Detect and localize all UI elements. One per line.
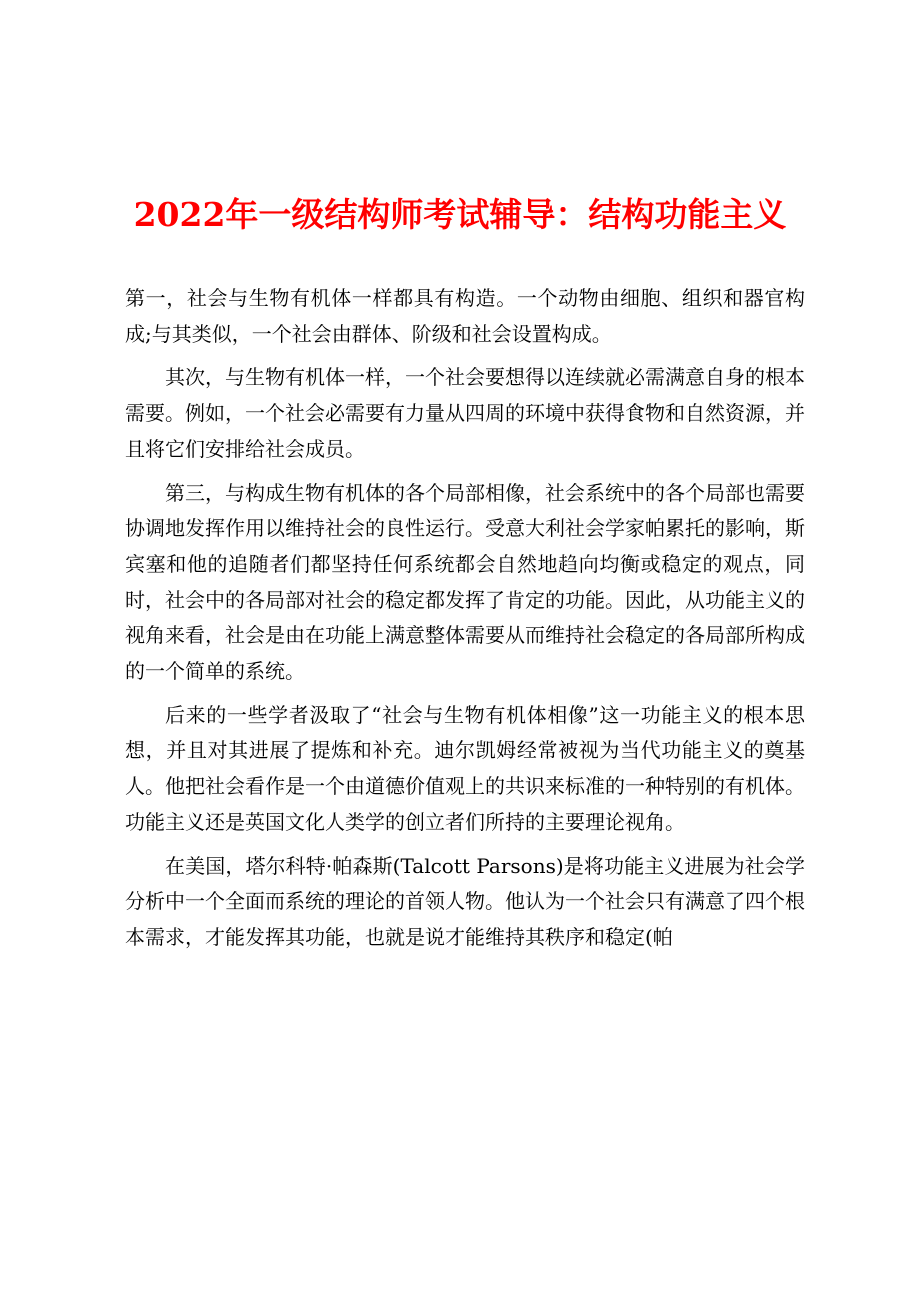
paragraph-2: 其次，与生物有机体一样，一个社会要想得以连续就必需满意自身的根本需要。例如，一个社会必需要有力量从四周的环境中获得食物和自然资源，并且将它们安排给社会成员。	[125, 365, 805, 461]
document-title: 2022年一级结构师考试辅导：结构功能主义	[133, 195, 787, 234]
paragraph-3: 第三，与构成生物有机体的各个局部相像，社会系统中的各个局部也需要协调地发挥作用以维持社会的良性运行。受意大利社会学家帕累托的影响，斯宾塞和他的追随者们都坚持任何系统都会自然地趋向均衡或稳定的观点，同时，社会中的各局部对社会的稳定都发挥了肯定的功能。因此，从功能主义的视角来看，社会是由在功能上满意整体需要从而维持社会稳定的各局部所构成的一个简单的系统。	[125, 480, 805, 684]
document-body	[125, 281, 805, 964]
paragraph-5: 在美国，塔尔科特·帕森斯(Talcott Parsons)是将功能主义进展为社会学分析中一个全面而系统的理论的首领人物。他认为一个社会只有满意了四个根本需求，才能发挥其功能，也就是说才能维持其秩序和稳定(帕	[125, 853, 805, 949]
paragraph-4: 后来的一些学者汲取了“社会与生物有机体相像”这一功能主义的根本思想，并且对其进展了提炼和补充。迪尔凯姆经常被视为当代功能主义的奠基人。他把社会看作是一个由道德价值观上的共识来标准的一种特别的有机体。功能主义还是英国文化人类学的创立者们所持的主要理论视角。	[125, 702, 805, 834]
paragraph-1: 第一，社会与生物有机体一样都具有构造。一个动物由细胞、组织和器官构成;与其类似，一个社会由群体、阶级和社会设置构成。	[125, 286, 805, 346]
